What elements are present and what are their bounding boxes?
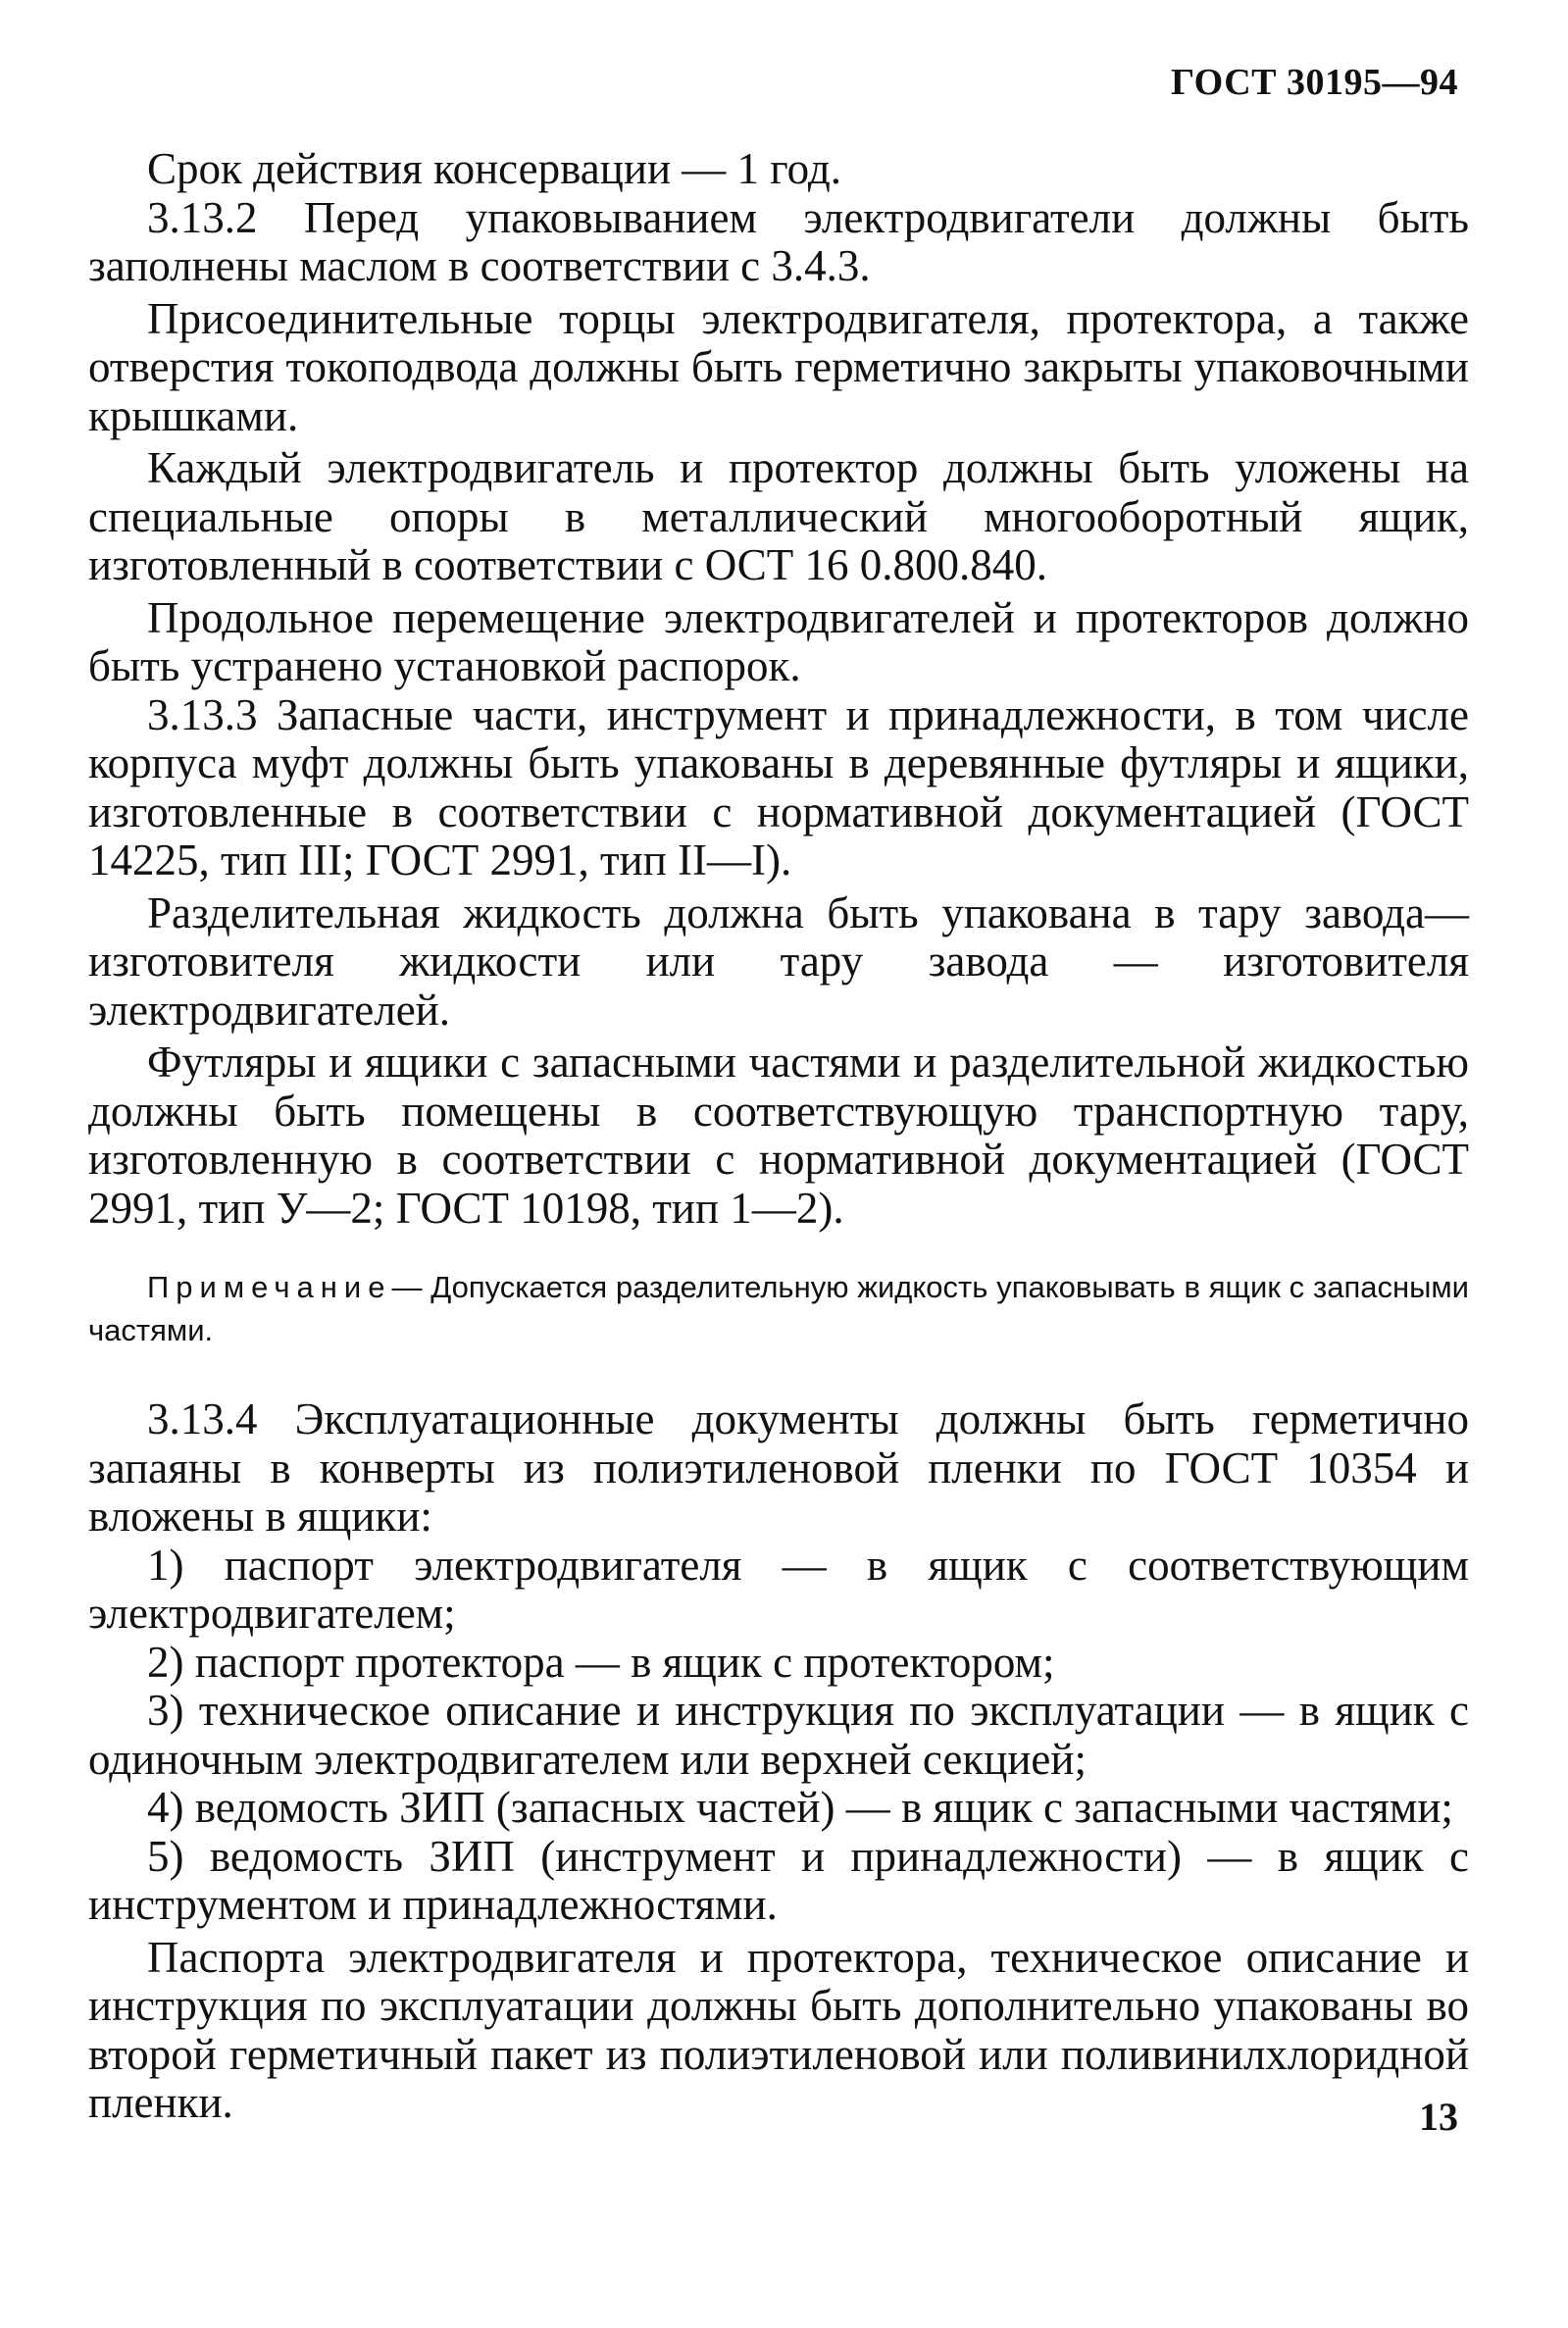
paragraph-3-13-3: 3.13.3 Запасные части, инструмент и принадлежности, в том числе корпуса муфт должны быть упакованы в деревянные футляры и ящики, изготовленные в соответствии с нормативной документацией (ГОСТ 14225, тип III; ГОСТ 2991, тип II—I). — [88, 689, 1469, 885]
document-code: ГОСТ 30195—94 — [1170, 62, 1458, 103]
paragraph-connection-ends: Присоединительные торцы электродвигателя, протектора, а также отверстия токоподвода должны быть герметично закрыты упаковочными крышками. — [88, 293, 1469, 440]
list-item-3: 3) техническое описание и инструкция по эксплуатации — в ящик с одиночным электродвигателем или верхней секцией; — [88, 1686, 1469, 1784]
list-item-5: 5) ведомость ЗИП (инструмент и принадлежности) — в ящик с инструментом и принадлежностями. — [88, 1831, 1469, 1929]
note — [88, 1266, 1469, 1352]
paragraph-supports: Каждый электродвигатель и протектор должны быть уложены на специальные опоры в металлический многооборотный ящик, изготовленный в соответствии с ОСТ 16 0.800.840. — [88, 443, 1469, 589]
note-dash: — — [391, 1270, 423, 1304]
note-text: Допускается разделительную жидкость упаковывать в ящик с запасными частями. — [88, 1270, 1469, 1347]
list-item-2: 2) паспорт протектора — в ящик с протектором; — [147, 1637, 1055, 1687]
paragraph-cases-and-boxes: Футляры и ящики с запасными частями и разделительной жидкостью должны быть помещены в соответствующую транспортную тару, изготовленную в соответствии с нормативной документацией (ГОСТ 2991, тип У—2; ГОСТ 10198, тип 1—2). — [88, 1037, 1469, 1233]
paragraph-spacers: Продольное перемещение электродвигателей и протекторов должно быть устранено установкой распорок. — [88, 592, 1469, 690]
paragraph-3-13-2: 3.13.2 Перед упаковыванием электродвигатели должны быть заполнены маслом в соответствии с 3.4.3. — [88, 192, 1469, 290]
list-item-4: 4) ведомость ЗИП (запасных частей) — в ящик с запасными частями; — [147, 1783, 1453, 1832]
document-body — [88, 145, 1469, 2128]
paragraph-separating-fluid: Разделительная жидкость должна быть упакована в тару завода— изготовителя жидкости или тару завода — изготовителя электродвигателей. — [88, 887, 1469, 1035]
paragraph-3-13-4: 3.13.4 Эксплуатационные документы должны быть герметично запаяны в конверты из полиэтиленовой пленки по ГОСТ 10354 и вложены в ящики: — [88, 1394, 1469, 1541]
page-number: 13 — [1419, 2095, 1458, 2139]
paragraph-passports: Паспорта электродвигателя и протектора, техническое описание и инструкция по эксплуатации должны быть дополнительно упакованы во второй герметичный пакет из полиэтиленовой или поливинилхлоридной пленки. — [88, 1932, 1469, 2127]
paragraph-preservation-term: Срок действия консервации — 1 год. — [147, 144, 841, 193]
list-item-1: 1) паспорт электродвигателя — в ящик с соответствующим электродвигателем; — [88, 1540, 1469, 1638]
note-label: Примечание — [147, 1270, 392, 1304]
